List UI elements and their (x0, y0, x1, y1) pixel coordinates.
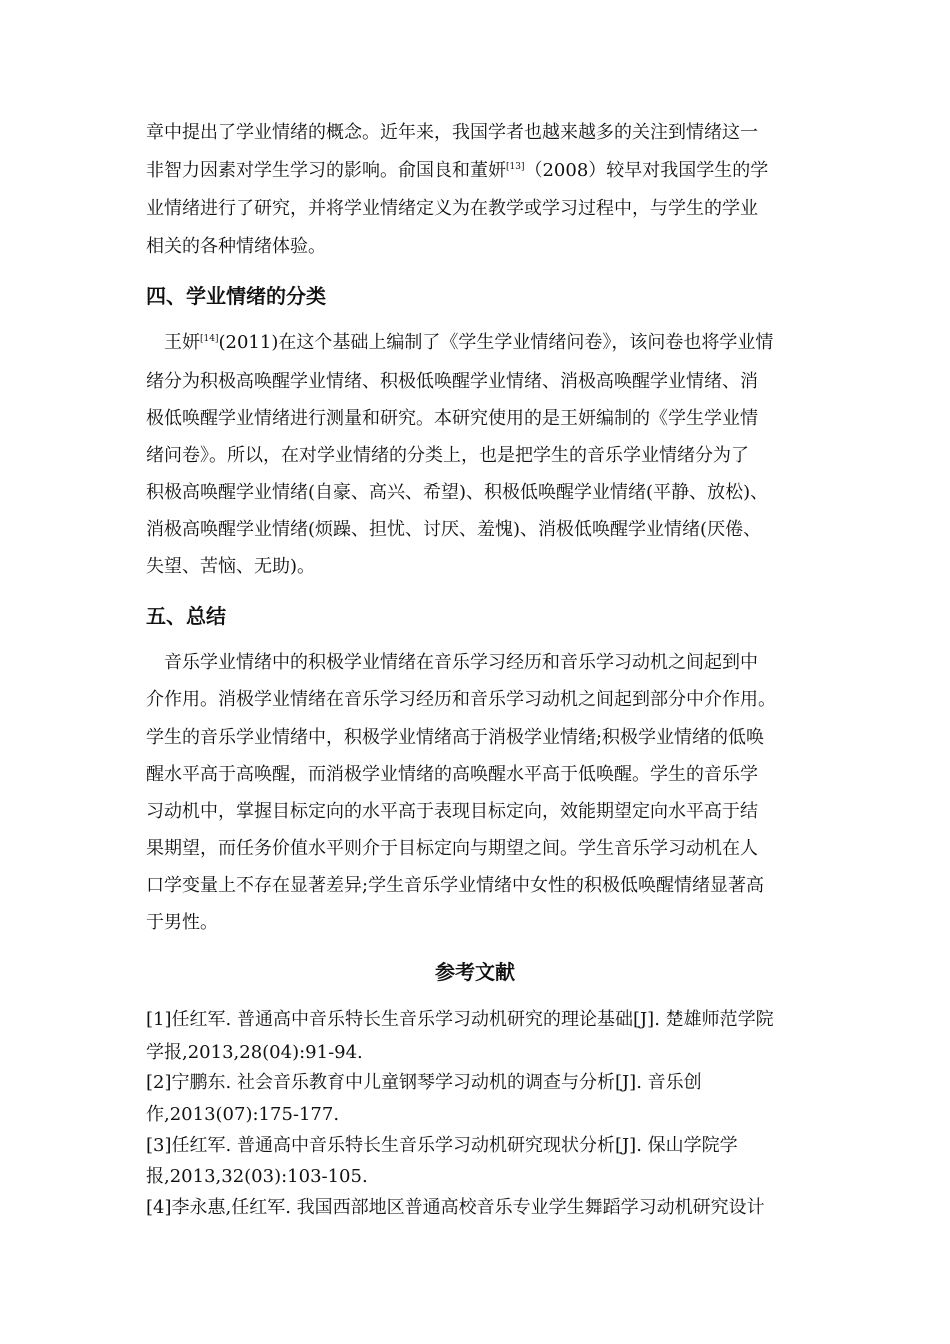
reference-line-4: 作,2013(07):175-177. (146, 1104, 340, 1125)
section-5-line-7: 口学变量上不存在显著差异;学生音乐学业情绪中女性的积极低唤醒情绪显著高 (146, 875, 765, 896)
section-5-line-2: 介作用。消极学业情绪在音乐学习经历和音乐学习动机之间起到部分中介作用。 (146, 689, 776, 710)
section-4-line-3: 极低唤醒学业情绪进行测量和研究。本研究使用的是王妍编制的《学生学业情 (146, 408, 758, 429)
intro-text: 非智力因素对学生学习的影响。俞国良和董妍 (146, 160, 506, 181)
section-4-line-5: 积极高唤醒学业情绪(自豪、高兴、希望)、积极低唤醒学业情绪(平静、放松)、 (146, 482, 769, 503)
section-4-line-6: 消极高唤醒学业情绪(烦躁、担忧、讨厌、羞愧)、消极低唤醒学业情绪(厌倦、 (146, 519, 762, 540)
section-5-line-6: 果期望，而任务价值水平则介于目标定向与期望之间。学生音乐学习动机在人 (146, 838, 758, 859)
intro-line-3: 业情绪进行了研究，并将学业情绪定义为在教学或学习过程中，与学生的学业 (146, 198, 758, 219)
reference-line-5: [3]任红军. 普通高中音乐特长生音乐学习动机研究现状分析[J]. 保山学院学 (146, 1135, 738, 1156)
section-4-line-7: 失望、苦恼、无助)。 (146, 556, 316, 577)
section-4-heading: 四、学业情绪的分类 (146, 284, 326, 308)
section-4-text: 王妍 (164, 332, 200, 353)
intro-line-1: 章中提出了学业情绪的概念。近年来，我国学者也越来越多的关注到情绪这一 (146, 122, 758, 143)
section-5-line-3: 学生的音乐学业情绪中，积极学业情绪高于消极学业情绪;积极学业情绪的低唤 (146, 727, 765, 748)
citation-14: [14] (200, 334, 219, 344)
section-4-text-cont: (2011)在这个基础上编制了《学生学业情绪问卷》，该问卷也将学业情 (218, 332, 774, 353)
section-5-heading: 五、总结 (146, 604, 226, 628)
intro-text-cont: （2008）较早对我国学生的学 (524, 160, 769, 181)
section-4-line-1 (164, 334, 773, 352)
section-4-line-4: 绪问卷》。所以，在对学业情绪的分类上，也是把学生的音乐学业情绪分为了 (146, 445, 749, 466)
references-heading: 参考文献 (435, 960, 515, 984)
reference-line-7: [4]李永惠,任红军. 我国西部地区普通高校音乐专业学生舞蹈学习动机研究设计 (146, 1197, 765, 1218)
section-4-line-2: 绪分为积极高唤醒学业情绪、积极低唤醒学业情绪、消极高唤醒学业情绪、消 (146, 371, 758, 392)
reference-line-3: [2]宁鹏东. 社会音乐教育中儿童钢琴学习动机的调查与分析[J]. 音乐创 (146, 1072, 702, 1093)
reference-line-2: 学报,2013,28(04):91-94. (146, 1042, 363, 1063)
reference-line-6: 报,2013,32(03):103-105. (146, 1166, 368, 1187)
reference-line-1: [1]任红军. 普通高中音乐特长生音乐学习动机研究的理论基础[J]. 楚雄师范学院 (146, 1009, 774, 1030)
citation-13: [13] (506, 162, 525, 172)
section-5-line-1: 音乐学业情绪中的积极学业情绪在音乐学习经历和音乐学习动机之间起到中 (164, 652, 758, 673)
section-5-line-5: 习动机中，掌握目标定向的水平高于表现目标定向，效能期望定向水平高于结 (146, 801, 758, 822)
intro-line-4: 相关的各种情绪体验。 (146, 236, 326, 257)
intro-line-2 (146, 162, 768, 180)
section-5-line-8: 于男性。 (146, 912, 218, 933)
section-5-line-4: 醒水平高于高唤醒，而消极学业情绪的高唤醒水平高于低唤醒。学生的音乐学 (146, 764, 758, 785)
